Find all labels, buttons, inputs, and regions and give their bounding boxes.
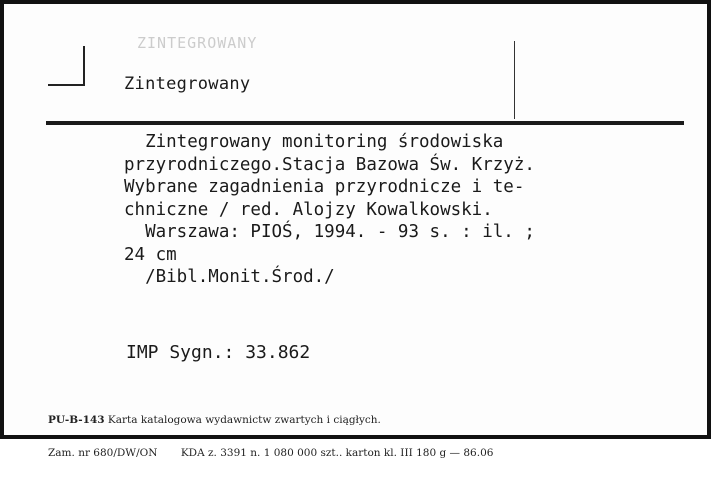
form-code: PU-B-143 (48, 414, 105, 426)
form-description: Karta katalogowa wydawnictw zwartych i ciągłych. (107, 414, 381, 426)
order-number: Zam. nr 680/DW/ON (48, 447, 158, 459)
print-info: KDA z. 3391 n. 1 080 000 szt.. karton kl. III 180 g — 86.06 (180, 447, 494, 459)
description-line: przyrodniczego.Stacja Bazowa Św. Krzyż. (124, 154, 535, 175)
description-block (124, 131, 535, 289)
card-footer (48, 393, 493, 481)
footer-line-1 (48, 415, 493, 426)
card-heading: Zintegrowany (124, 74, 251, 94)
description-line: Zintegrowany monitoring środowiska (124, 132, 504, 152)
description-line: Warszawa: PIOŚ, 1994. - 93 s. : il. ; (124, 222, 535, 242)
faint-stamp: ZINTEGROWANY (137, 34, 258, 52)
call-number: IMP Sygn.: 33.862 (126, 342, 311, 363)
description-line: Wybrane zagadnienia przyrodnicze i te- (124, 177, 525, 197)
header-divider (514, 41, 515, 119)
description-line: chniczne / red. Alojzy Kowalkowski. (124, 199, 493, 220)
corner-bracket-vertical (83, 46, 85, 86)
footer-line-2 (48, 448, 493, 459)
description-line: 24 cm (124, 244, 177, 265)
description-line: /Bibl.Monit.Środ./ (124, 267, 335, 287)
corner-bracket-horizontal (48, 84, 85, 86)
heading-rule (46, 121, 684, 125)
